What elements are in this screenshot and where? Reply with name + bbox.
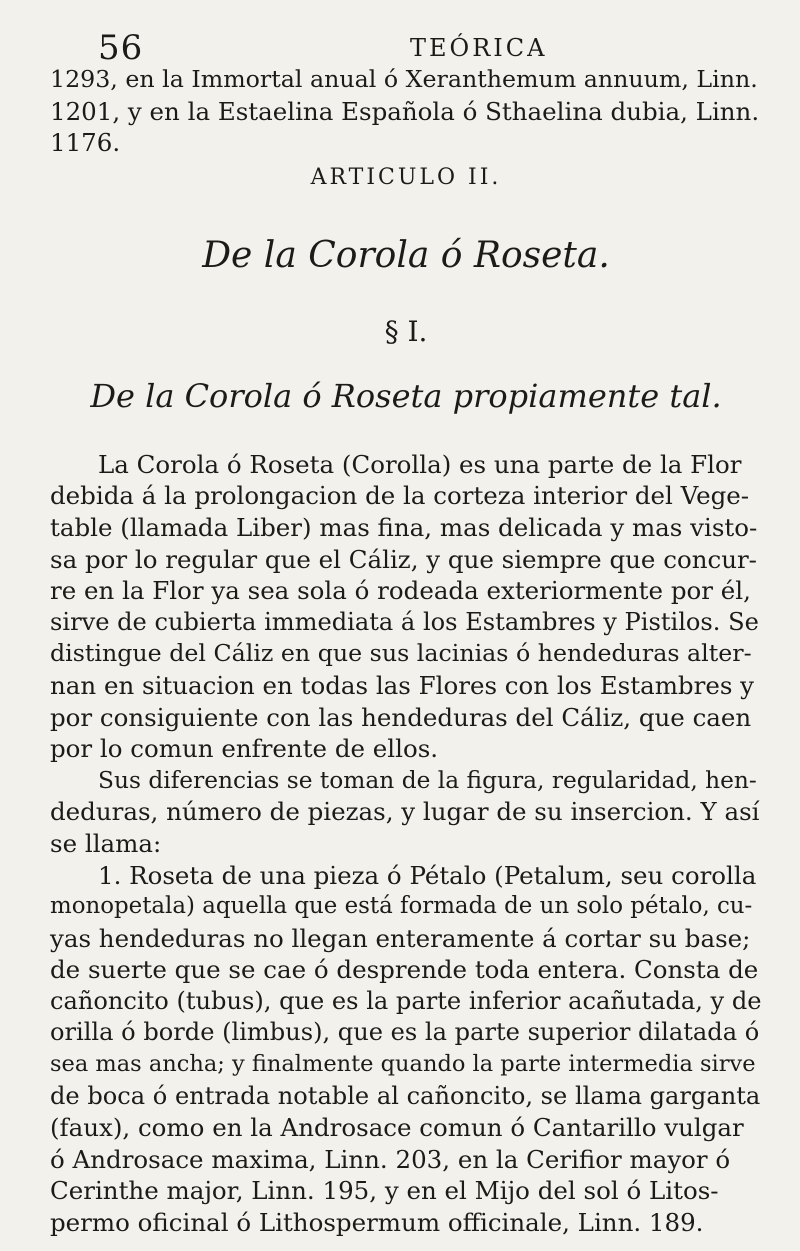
text-line: sa por lo regular que el Cáliz, y que siempre que concur- xyxy=(50,544,757,574)
text-line: (faux), como en la Androsace comun ó Cantarillo vulgar xyxy=(50,1113,744,1143)
text-line: sea mas ancha; y finalmente quando la parte intermedia sirve xyxy=(50,1051,756,1078)
text-line: Sus diferencias se toman de la figura, regularidad, hen- xyxy=(98,766,757,794)
text-line: 1. Roseta de una pieza ó Pétalo (Petalum, seu corolla xyxy=(98,860,757,890)
article-heading: ARTICULO II. xyxy=(310,164,502,190)
page-number: 56 xyxy=(98,28,144,68)
text-line: monopetala) aquella que está formada de un solo pétalo, cu- xyxy=(50,893,753,920)
paragraph-mark: § I. xyxy=(384,314,428,348)
text-line: orilla ó borde (limbus), que es la parte superior dilatada ó xyxy=(50,1018,760,1047)
text-line: re en la Flor ya sea sola ó rodeada exteriormente por él, xyxy=(50,576,751,606)
intro-text xyxy=(50,64,762,159)
text-line: nan en situacion en todas las Flores con los Estambres y xyxy=(50,670,755,700)
text-line: ó Androsace maxima, Linn. 203, en la Cerifior mayor ó xyxy=(50,1144,731,1174)
text-line: La Corola ó Roseta (Corolla) es una parte de la Flor xyxy=(98,449,742,479)
text-line: se llama: xyxy=(50,828,162,858)
body-text xyxy=(50,449,762,1239)
text-line: deduras, número de piezas, y lugar de su insercion. Y así xyxy=(50,797,760,827)
text-line: de suerte que se cae ó desprende toda entera. Consta de xyxy=(50,955,759,985)
text-line: distingue del Cáliz en que sus lacinias ó hendeduras alter- xyxy=(50,639,752,668)
section-title: De la Corola ó Roseta. xyxy=(202,234,610,276)
subtitle: De la Corola ó Roseta propiamente tal. xyxy=(90,376,722,415)
running-head: TEÓRICA xyxy=(410,34,548,62)
page-header xyxy=(50,22,762,68)
text-line: 1176. xyxy=(50,128,121,158)
text-line: sirve de cubierta immediata á los Estambres y Pistilos. Se xyxy=(50,607,759,636)
text-line: cañoncito (tubus), que es la parte inferior acañutada, y de xyxy=(50,986,762,1015)
text-line: por lo comun enfrente de ellos. xyxy=(50,734,439,764)
text-line: permo oficinal ó Lithospermum officinale, Linn. 189. xyxy=(50,1208,704,1238)
text-line: yas hendeduras no llegan enteramente á cortar su base; xyxy=(50,923,751,953)
text-line: de boca ó entrada notable al cañoncito, se llama garganta xyxy=(50,1081,761,1110)
text-line: 1293, en la Immortal anual ó Xeranthemum annuum, Linn. xyxy=(50,65,758,93)
text-line: debida á la prolongacion de la corteza interior del Vege- xyxy=(50,481,750,511)
text-line: por consiguiente con las hendeduras del Cáliz, que caen xyxy=(50,702,752,732)
text-line: table (llamada Liber) mas fina, mas delicada y mas visto- xyxy=(50,512,758,542)
text-line: Cerinthe major, Linn. 195, y en el Mijo del sol ó Litos- xyxy=(50,1176,719,1206)
text-line: 1201, y en la Estaelina Española ó Sthaelina dubia, Linn. xyxy=(50,96,760,126)
